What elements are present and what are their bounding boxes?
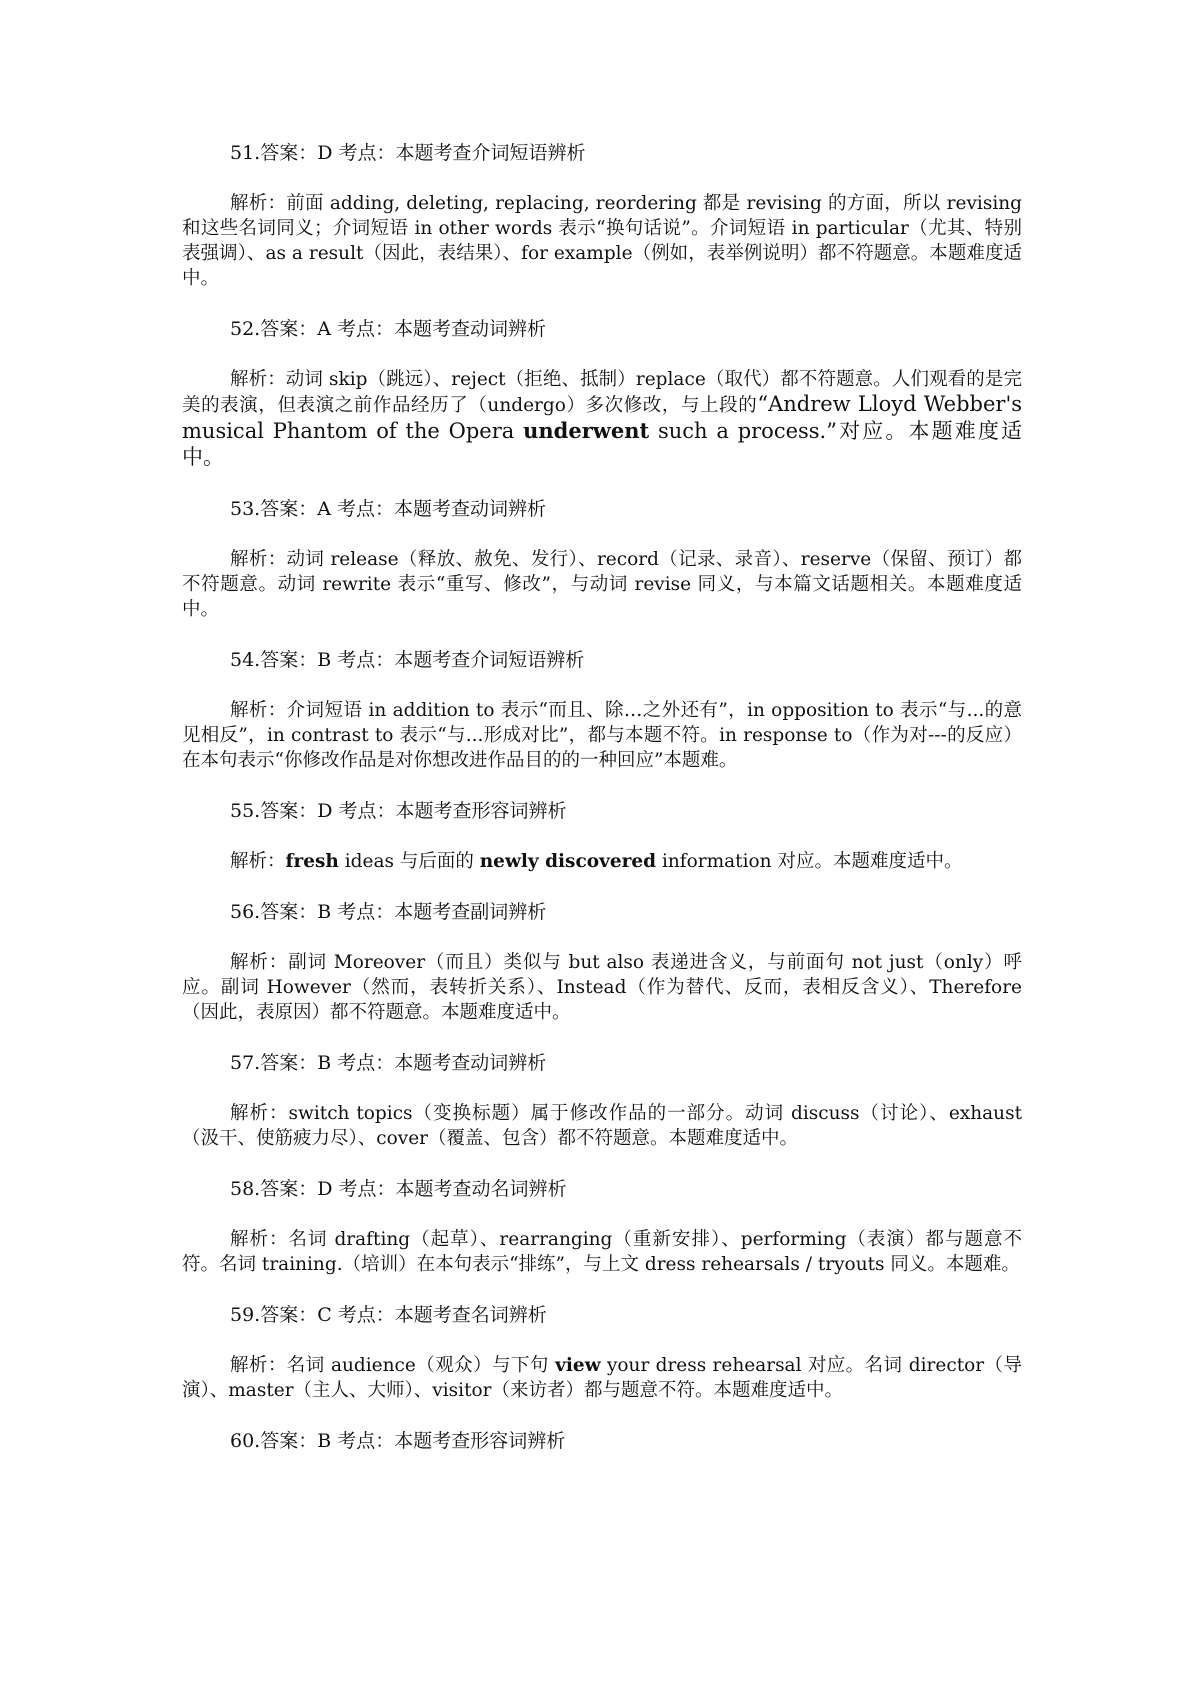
question-53 — [182, 496, 1022, 622]
question-52 — [182, 316, 1022, 471]
analysis-paragraph — [182, 1353, 1022, 1403]
analysis-paragraph: 解析：前面 adding, deleting, replacing, reordering 都是 revising 的方面，所以 revising 和这些名词同义；介词短语 in other words 表示“换句话说”。介词短语 in particular（尤其、特别表强调）、as a result（因此，表结果）、for example（例如，表举例说明）都不符题意。本题难度适中。 — [182, 193, 1022, 289]
analysis-bold-term: underwent — [523, 418, 650, 443]
analysis-text: ideas 与后面的 — [338, 851, 480, 872]
question-60 — [182, 1428, 1022, 1454]
analysis-suffix: information 对应。本题难度适中。 — [656, 851, 963, 872]
analysis-quote-text: “Andrew Lloyd Webber's musical Phantom of the Opera — [182, 392, 1022, 443]
answer-line: 53.答案：A 考点：本题考查动词辨析 — [230, 498, 546, 520]
analysis-text: 解析：动词 skip（跳远）、reject（拒绝、抵制）replace（取代）都不符题意。人们观看的是完美的表演，但表演之前作品经历了（undergo）多次修改，与上段的 — [182, 369, 1022, 416]
analysis-quote-end: such a process.”对应。本题难度适中。 — [182, 419, 1023, 469]
analysis-bold-term: view — [555, 1355, 601, 1376]
analysis-bold-term: fresh — [285, 851, 339, 872]
analysis-paragraph: 解析：动词 release（释放、赦免、发行）、record（记录、录音）、reserve（保留、预订）都不符题意。动词 rewrite 表示“重写、修改”，与动词 revise 同义，与本篇文话题相关。本题难度适中。 — [182, 549, 1022, 620]
analysis-paragraph: 解析：介词短语 in addition to 表示“而且、除…之外还有”，in opposition to 表示“与...的意见相反”，in contrast to 表示“与...形成对比”，都与本题不符。in response to（作为对---的反应）在本句表示“你修改作品是对你想改进作品目的的一种回应”本题难。 — [182, 700, 1022, 771]
answer-line: 60.答案：B 考点：本题考查形容词辨析 — [230, 1430, 566, 1452]
question-55 — [182, 798, 1022, 874]
analysis-paragraph: 解析：switch topics（变换标题）属于修改作品的一部分。动词 discuss（讨论）、exhaust（汲干、使筋疲力尽）、cover（覆盖、包含）都不符题意。本题难度适中。 — [182, 1103, 1022, 1149]
analysis-suffix: your dress rehearsal 对应。名词 director（导演）、master（主人、大师）、visitor（来访者）都与题意不符。本题难度适中。 — [182, 1355, 1022, 1401]
answer-line: 57.答案：B 考点：本题考查动词辨析 — [230, 1052, 547, 1074]
answer-line: 51.答案：D 考点：本题考查介词短语辨析 — [230, 142, 586, 164]
analysis-prefix: 解析： — [230, 851, 286, 872]
answer-line: 52.答案：A 考点：本题考查动词辨析 — [230, 318, 546, 340]
analysis-paragraph: 解析：副词 Moreover（而且）类似与 but also 表递进含义，与前面句 not just（only）呼应。副词 However（然而，表转折关系）、Instead（作为替代、反而，表相反含义）、Therefore（因此，表原因）都不符题意。本题难度适中。 — [182, 952, 1022, 1023]
answer-line: 56.答案：B 考点：本题考查副词辨析 — [230, 901, 547, 923]
answer-line: 59.答案：C 考点：本题考查名词辨析 — [230, 1304, 547, 1326]
question-54 — [182, 647, 1022, 773]
answer-line: 54.答案：B 考点：本题考查介词短语辨析 — [230, 649, 585, 671]
answer-line: 58.答案：D 考点：本题考查动名词辨析 — [230, 1178, 567, 1200]
analysis-bold-term: newly discovered — [479, 851, 657, 872]
question-56 — [182, 899, 1022, 1025]
analysis-paragraph — [182, 849, 1022, 874]
analysis-paragraph — [182, 367, 1022, 471]
question-51 — [182, 140, 1022, 291]
question-59 — [182, 1302, 1022, 1403]
question-58 — [182, 1176, 1022, 1277]
analysis-prefix: 解析：名词 audience（观众）与下句 — [230, 1355, 556, 1376]
analysis-paragraph: 解析：名词 drafting（起草）、rearranging（重新安排）、performing（表演）都与题意不符。名词 training.（培训）在本句表示“排练”，与上文 dress rehearsals / tryouts 同义。本题难。 — [182, 1229, 1022, 1275]
document-page — [182, 140, 1022, 1479]
question-57 — [182, 1050, 1022, 1151]
answer-line: 55.答案：D 考点：本题考查形容词辨析 — [230, 800, 567, 822]
